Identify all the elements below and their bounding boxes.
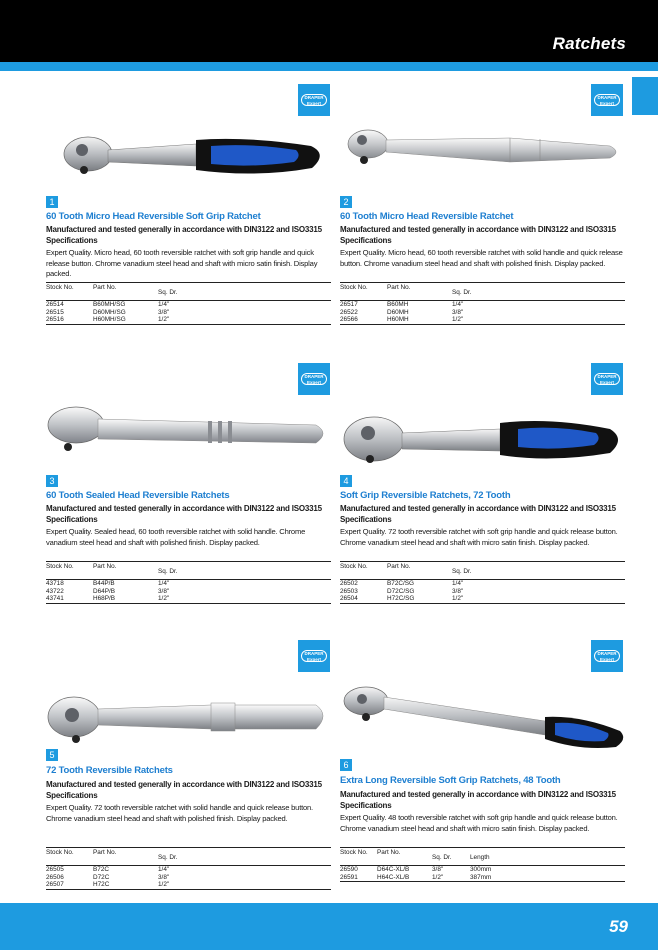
col-sq-dr: Sq. Dr.	[158, 568, 178, 575]
draper-expert-logo: DRAPER Expert	[298, 363, 330, 395]
product-description: Expert Quality. 48 tooth reversible ratchet with soft grip handle and quick release button. Chrome vanadium steel head and shaft with micro satin finish. Display packed.	[340, 813, 618, 833]
product-spec: Manufactured and tested generally in accordance with DIN3122 and ISO3315 Specifications	[340, 790, 616, 810]
draper-expert-logo: DRAPER Expert	[591, 363, 623, 395]
col-part-no: Part No.	[93, 563, 117, 570]
soft-grip-ratchet-image	[46, 100, 331, 220]
draper-expert-logo: DRAPER Expert	[298, 640, 330, 672]
product-table	[340, 847, 625, 882]
col-part-no: Part No.	[93, 284, 117, 291]
col-sq-dr: Sq. Dr.	[432, 854, 452, 861]
product-table	[46, 847, 331, 890]
product-spec: Manufactured and tested generally in accordance with DIN3122 and ISO3315 Specifications	[340, 225, 616, 245]
product-spec: Manufactured and tested generally in accordance with DIN3122 and ISO3315 Specifications	[46, 780, 322, 800]
sealed-head-ratchet-image	[46, 379, 331, 499]
page-title: Ratchets	[552, 34, 626, 53]
table-row: 26505 B72C 1/4"	[46, 866, 170, 873]
product-number: 1	[46, 196, 58, 208]
product-title: Extra Long Reversible Soft Grip Ratchets, 48 Tooth	[340, 775, 561, 786]
product-description: Expert Quality. Micro head, 60 tooth reversible ratchet with solid handle and quick release button. Chrome vanadium steel head and shaft with polished finish. Display packed.	[340, 248, 623, 268]
product-number: 4	[340, 475, 352, 487]
product-description: Expert Quality. 72 tooth reversible ratchet with solid handle and quick release button. Chrome vanadium steel head and shaft with polished finish. Display packed.	[46, 803, 313, 823]
col-sq-dr: Sq. Dr.	[452, 289, 472, 296]
col-sq-dr: Sq. Dr.	[452, 568, 472, 575]
product-spec: Manufactured and tested generally in accordance with DIN3122 and ISO3315 Specifications	[340, 504, 616, 524]
table-row: 26515 D60MH/SG 3/8"	[46, 308, 170, 316]
soft-grip-ratchet-image	[340, 379, 625, 499]
col-length: Length	[470, 854, 490, 861]
product-table	[46, 561, 331, 604]
product-spec: Manufactured and tested generally in accordance with DIN3122 and ISO3315 Specifications	[46, 504, 322, 524]
product-number: 5	[46, 749, 58, 761]
table-row: 26514 B60MH/SG 1/4"	[46, 301, 170, 308]
footer-bar	[0, 903, 658, 950]
solid-handle-ratchet-image	[46, 655, 331, 775]
product-table	[340, 561, 625, 604]
product-number: 3	[46, 475, 58, 487]
product-number: 2	[340, 196, 352, 208]
col-part-no: Part No.	[93, 849, 117, 856]
draper-expert-logo: DRAPER Expert	[591, 84, 623, 116]
draper-expert-logo: DRAPER Expert	[591, 640, 623, 672]
col-stock-no: Stock No.	[340, 284, 368, 291]
table-row: 43722 D64P/B 3/8"	[46, 587, 170, 595]
col-stock-no: Stock No.	[46, 284, 74, 291]
solid-handle-ratchet-image	[340, 100, 625, 220]
product-table	[340, 282, 625, 325]
extra-long-ratchet-image	[340, 655, 625, 775]
draper-expert-logo: DRAPER Expert	[298, 84, 330, 116]
col-stock-no: Stock No.	[46, 563, 74, 570]
table-row: 26566 H60MH 1/2"	[340, 316, 464, 323]
product-title: 60 Tooth Micro Head Reversible Ratchet	[340, 211, 514, 222]
product-description: Expert Quality. 72 tooth reversible ratchet with soft grip handle and quick release button. Chrome vanadium steel head and shaft with micro satin finish. Display packed.	[340, 527, 618, 547]
col-sq-dr: Sq. Dr.	[158, 854, 178, 861]
product-description: Expert Quality. Micro head, 60 tooth reversible ratchet with soft grip handle and quick release button. Chrome vanadium steel head and shaft with micro satin finish. Display packed.	[46, 248, 318, 278]
table-row: 26517 B60MH 1/4"	[340, 301, 464, 308]
product-title: 72 Tooth Reversible Ratchets	[46, 765, 173, 776]
table-row: 26506 D72C 3/8"	[46, 873, 170, 881]
table-row: 26507 H72C 1/2"	[46, 881, 170, 888]
product-title: Soft Grip Reversible Ratchets, 72 Tooth	[340, 490, 511, 501]
col-stock-no: Stock No.	[340, 849, 368, 856]
col-part-no: Part No.	[387, 563, 411, 570]
table-row: 26503 D72C/SG 3/8"	[340, 587, 464, 595]
col-part-no: Part No.	[387, 284, 411, 291]
table-row: 26591 H64C-XL/B 1/2" 387mm	[340, 873, 492, 881]
product-table	[46, 282, 331, 325]
col-stock-no: Stock No.	[340, 563, 368, 570]
table-row: 26504 H72C/SG 1/2"	[340, 595, 464, 602]
product-description: Expert Quality. Sealed head, 60 tooth reversible ratchet with solid handle. Chrome vanadium steel head and shaft with polished finish. Display packed.	[46, 527, 306, 547]
header-accent-stripe	[0, 62, 658, 71]
table-row: 26590 D64C-XL/B 3/8" 300mm	[340, 866, 492, 873]
product-number: 6	[340, 759, 352, 771]
table-row: 43741 H68P/B 1/2"	[46, 595, 170, 602]
col-part-no: Part No.	[377, 849, 401, 856]
table-row: 26516 H60MH/SG 1/2"	[46, 316, 170, 323]
col-sq-dr: Sq. Dr.	[158, 289, 178, 296]
page-number: 59	[609, 917, 628, 936]
table-row: 26502 B72C/SG 1/4"	[340, 580, 464, 587]
table-row: 43718 B44P/B 1/4"	[46, 580, 170, 587]
col-stock-no: Stock No.	[46, 849, 74, 856]
table-row: 26522 D60MH 3/8"	[340, 308, 464, 316]
product-spec: Manufactured and tested generally in accordance with DIN3122 and ISO3315 Specifications	[46, 225, 322, 245]
section-tab	[632, 77, 658, 115]
product-title: 60 Tooth Sealed Head Reversible Ratchets	[46, 490, 230, 501]
product-title: 60 Tooth Micro Head Reversible Soft Grip Ratchet	[46, 211, 261, 222]
